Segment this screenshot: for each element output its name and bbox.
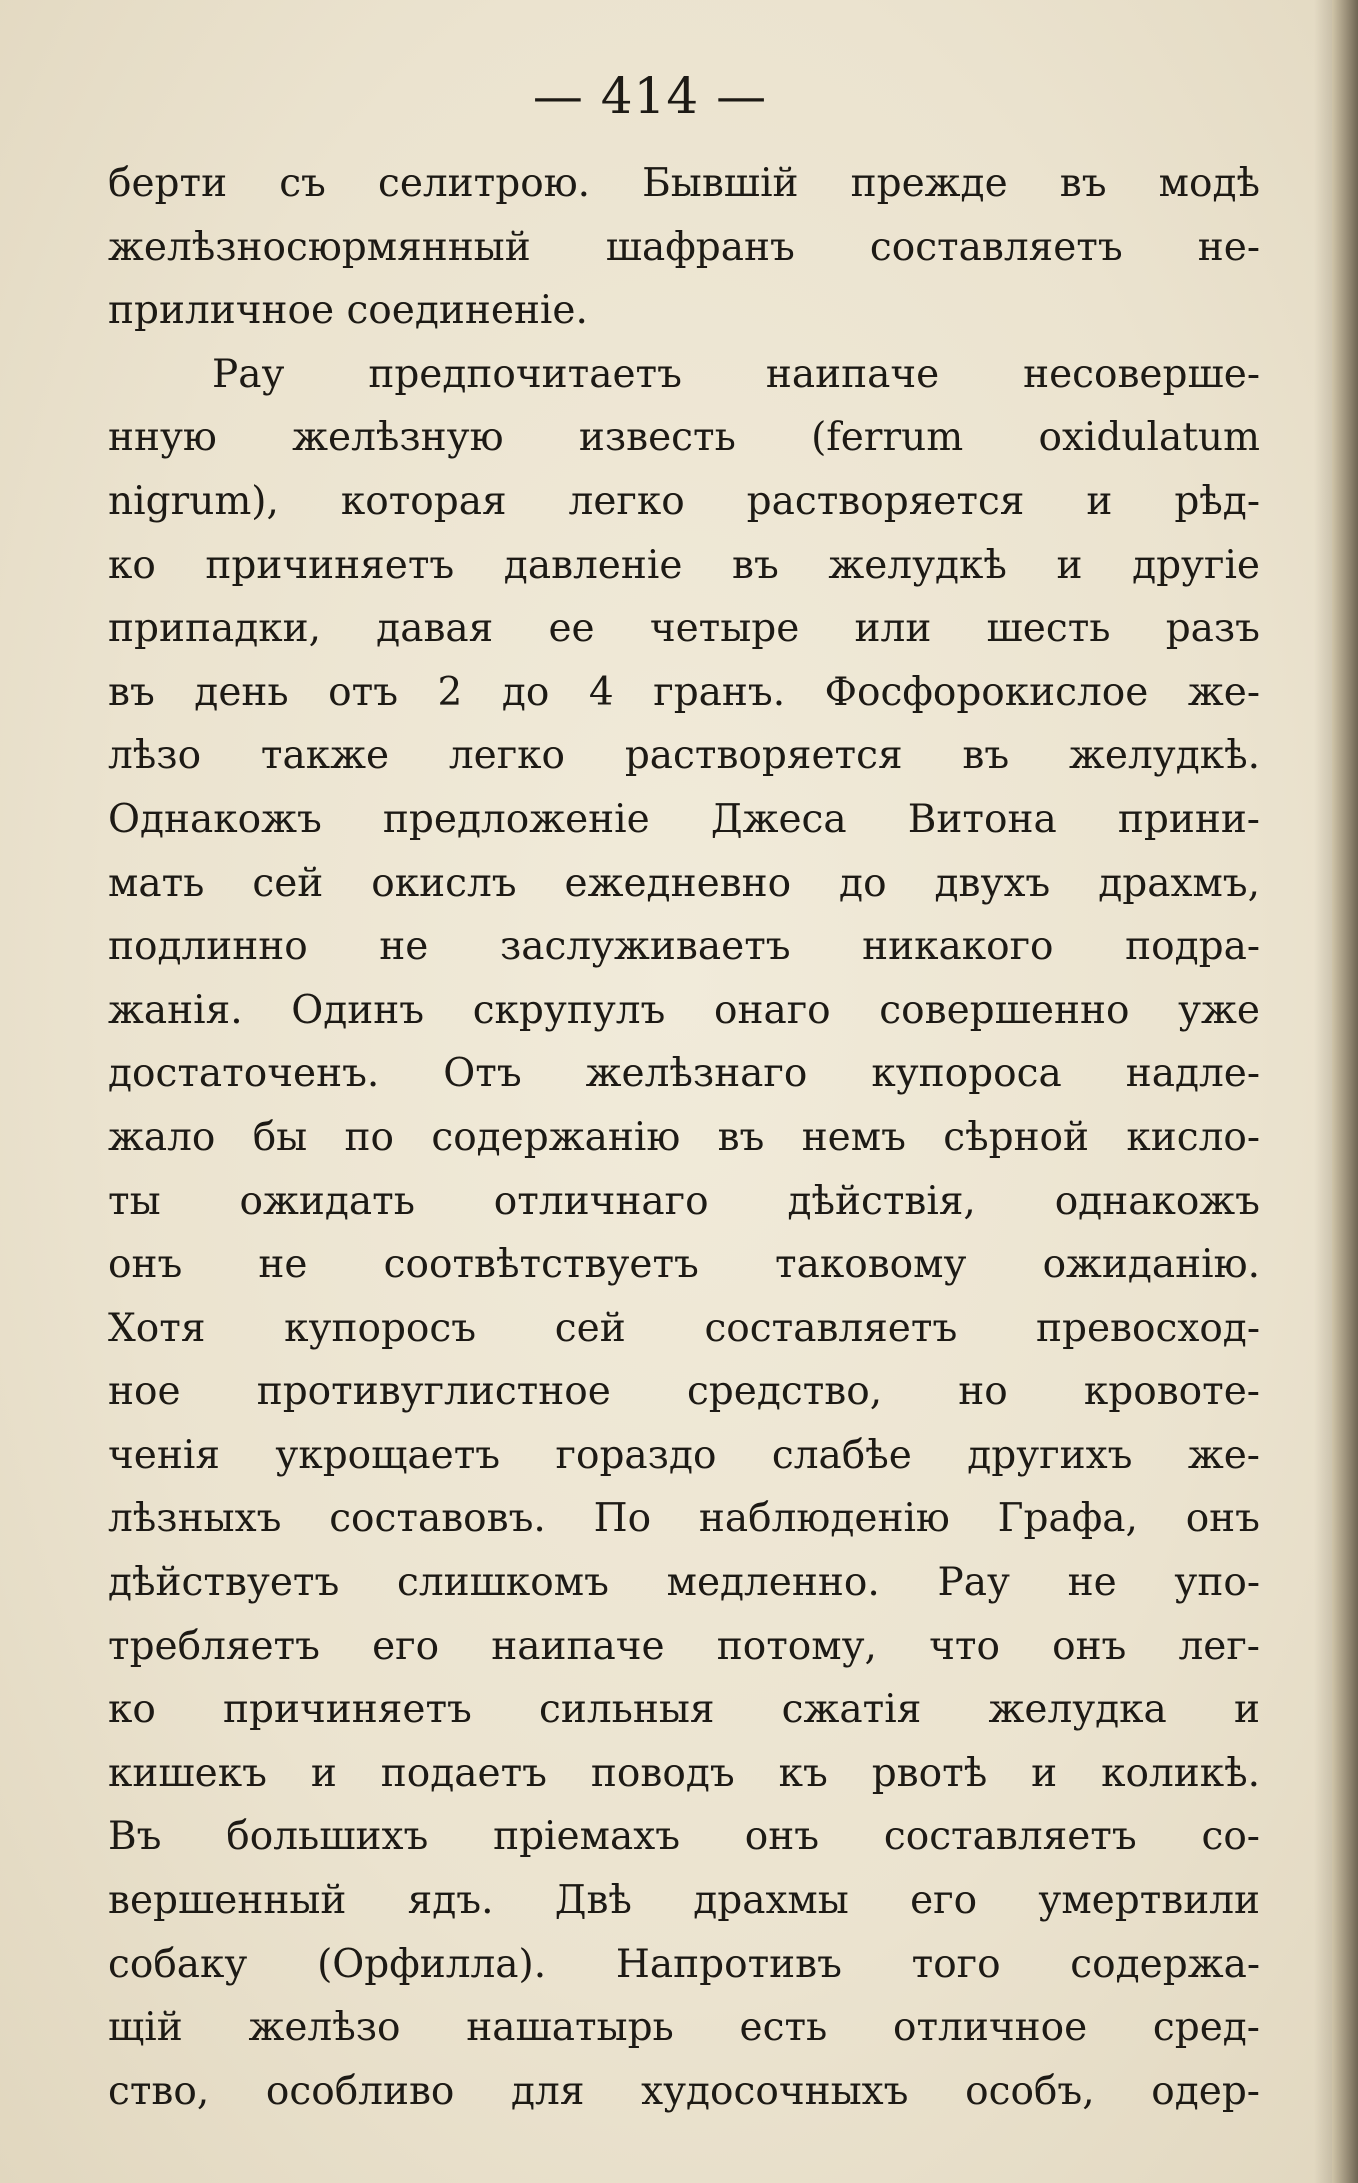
text-line: ко причиняетъ давленіе въ желудкѣ и другіе — [108, 542, 1260, 588]
text-line: ченія укрощаетъ гораздо слабѣе другихъ же- — [108, 1432, 1260, 1478]
text-line: Рау предпочитаетъ наипаче несоверше- — [212, 351, 1260, 397]
text-line: мать сей окислъ ежедневно до двухъ драхмъ, — [108, 860, 1260, 906]
text-line: ство, особливо для худосочныхъ особъ, одер- — [108, 2068, 1260, 2114]
text-line: жало бы по содержанію въ немъ сѣрной кисло- — [108, 1114, 1260, 1160]
text-line: берти съ селитрою. Бывшій прежде въ модѣ — [108, 161, 1260, 206]
body-text — [108, 152, 1260, 2123]
text-line: Однакожъ предложеніе Джеса Витона прини- — [108, 796, 1260, 842]
text-line: приличное соединеніе. — [108, 288, 588, 334]
text-line: припадки, давая ее четыре или шесть разъ — [108, 606, 1260, 652]
text-line: Хотя купоросъ сей составляетъ превосход- — [108, 1305, 1260, 1351]
text-line: ко причиняетъ сильныя сжатія желудка и — [108, 1687, 1260, 1733]
text-line: достаточенъ. Отъ желѣзнаго купороса надле- — [108, 1051, 1260, 1097]
page-edge — [1332, 0, 1358, 2183]
text-line: лѣзо также легко растворяется въ желудкѣ. — [108, 733, 1260, 779]
text-line: лѣзныхъ составовъ. По наблюденію Графа, онъ — [108, 1496, 1260, 1542]
text-line: нную желѣзную известь (ferrum oxidulatum — [108, 415, 1260, 461]
text-line: собаку (Орфилла). Напротивъ того содержа- — [108, 1941, 1260, 1987]
text-line: жанія. Одинъ скрупулъ онаго совершенно уже — [108, 987, 1260, 1033]
text-line: требляетъ его наипаче потому, что онъ лег- — [108, 1623, 1260, 1669]
text-line: вершенный ядъ. Двѣ драхмы его умертвили — [108, 1878, 1260, 1924]
text-line: въ день отъ 2 до 4 гранъ. Фосфорокислое же- — [108, 669, 1260, 715]
page-edge-shadow — [1314, 0, 1332, 2183]
text-line: желѣзносюрмянный шафранъ составляетъ не- — [108, 224, 1260, 270]
text-line: онъ не соотвѣтствуетъ таковому ожиданію. — [108, 1242, 1260, 1288]
text-line: ты ожидать отличнаго дѣйствія, однакожъ — [108, 1178, 1260, 1224]
text-line: подлинно не заслуживаетъ никакого подра- — [108, 924, 1260, 970]
text-line: кишекъ и подаетъ поводъ къ рвотѣ и коликѣ. — [108, 1750, 1260, 1796]
text-line: дѣйствуетъ слишкомъ медленно. Рау не упо- — [108, 1560, 1260, 1606]
text-line: nigrum), которая легко растворяется и рѣд- — [108, 478, 1260, 524]
text-line: Въ большихъ пріемахъ онъ составляетъ со- — [108, 1814, 1260, 1860]
page-number: — 414 — — [532, 67, 768, 125]
text-line: ное противуглистное средство, но кровоте- — [108, 1369, 1260, 1415]
text-line: щій желѣзо нашатырь есть отличное сред- — [108, 2005, 1260, 2051]
